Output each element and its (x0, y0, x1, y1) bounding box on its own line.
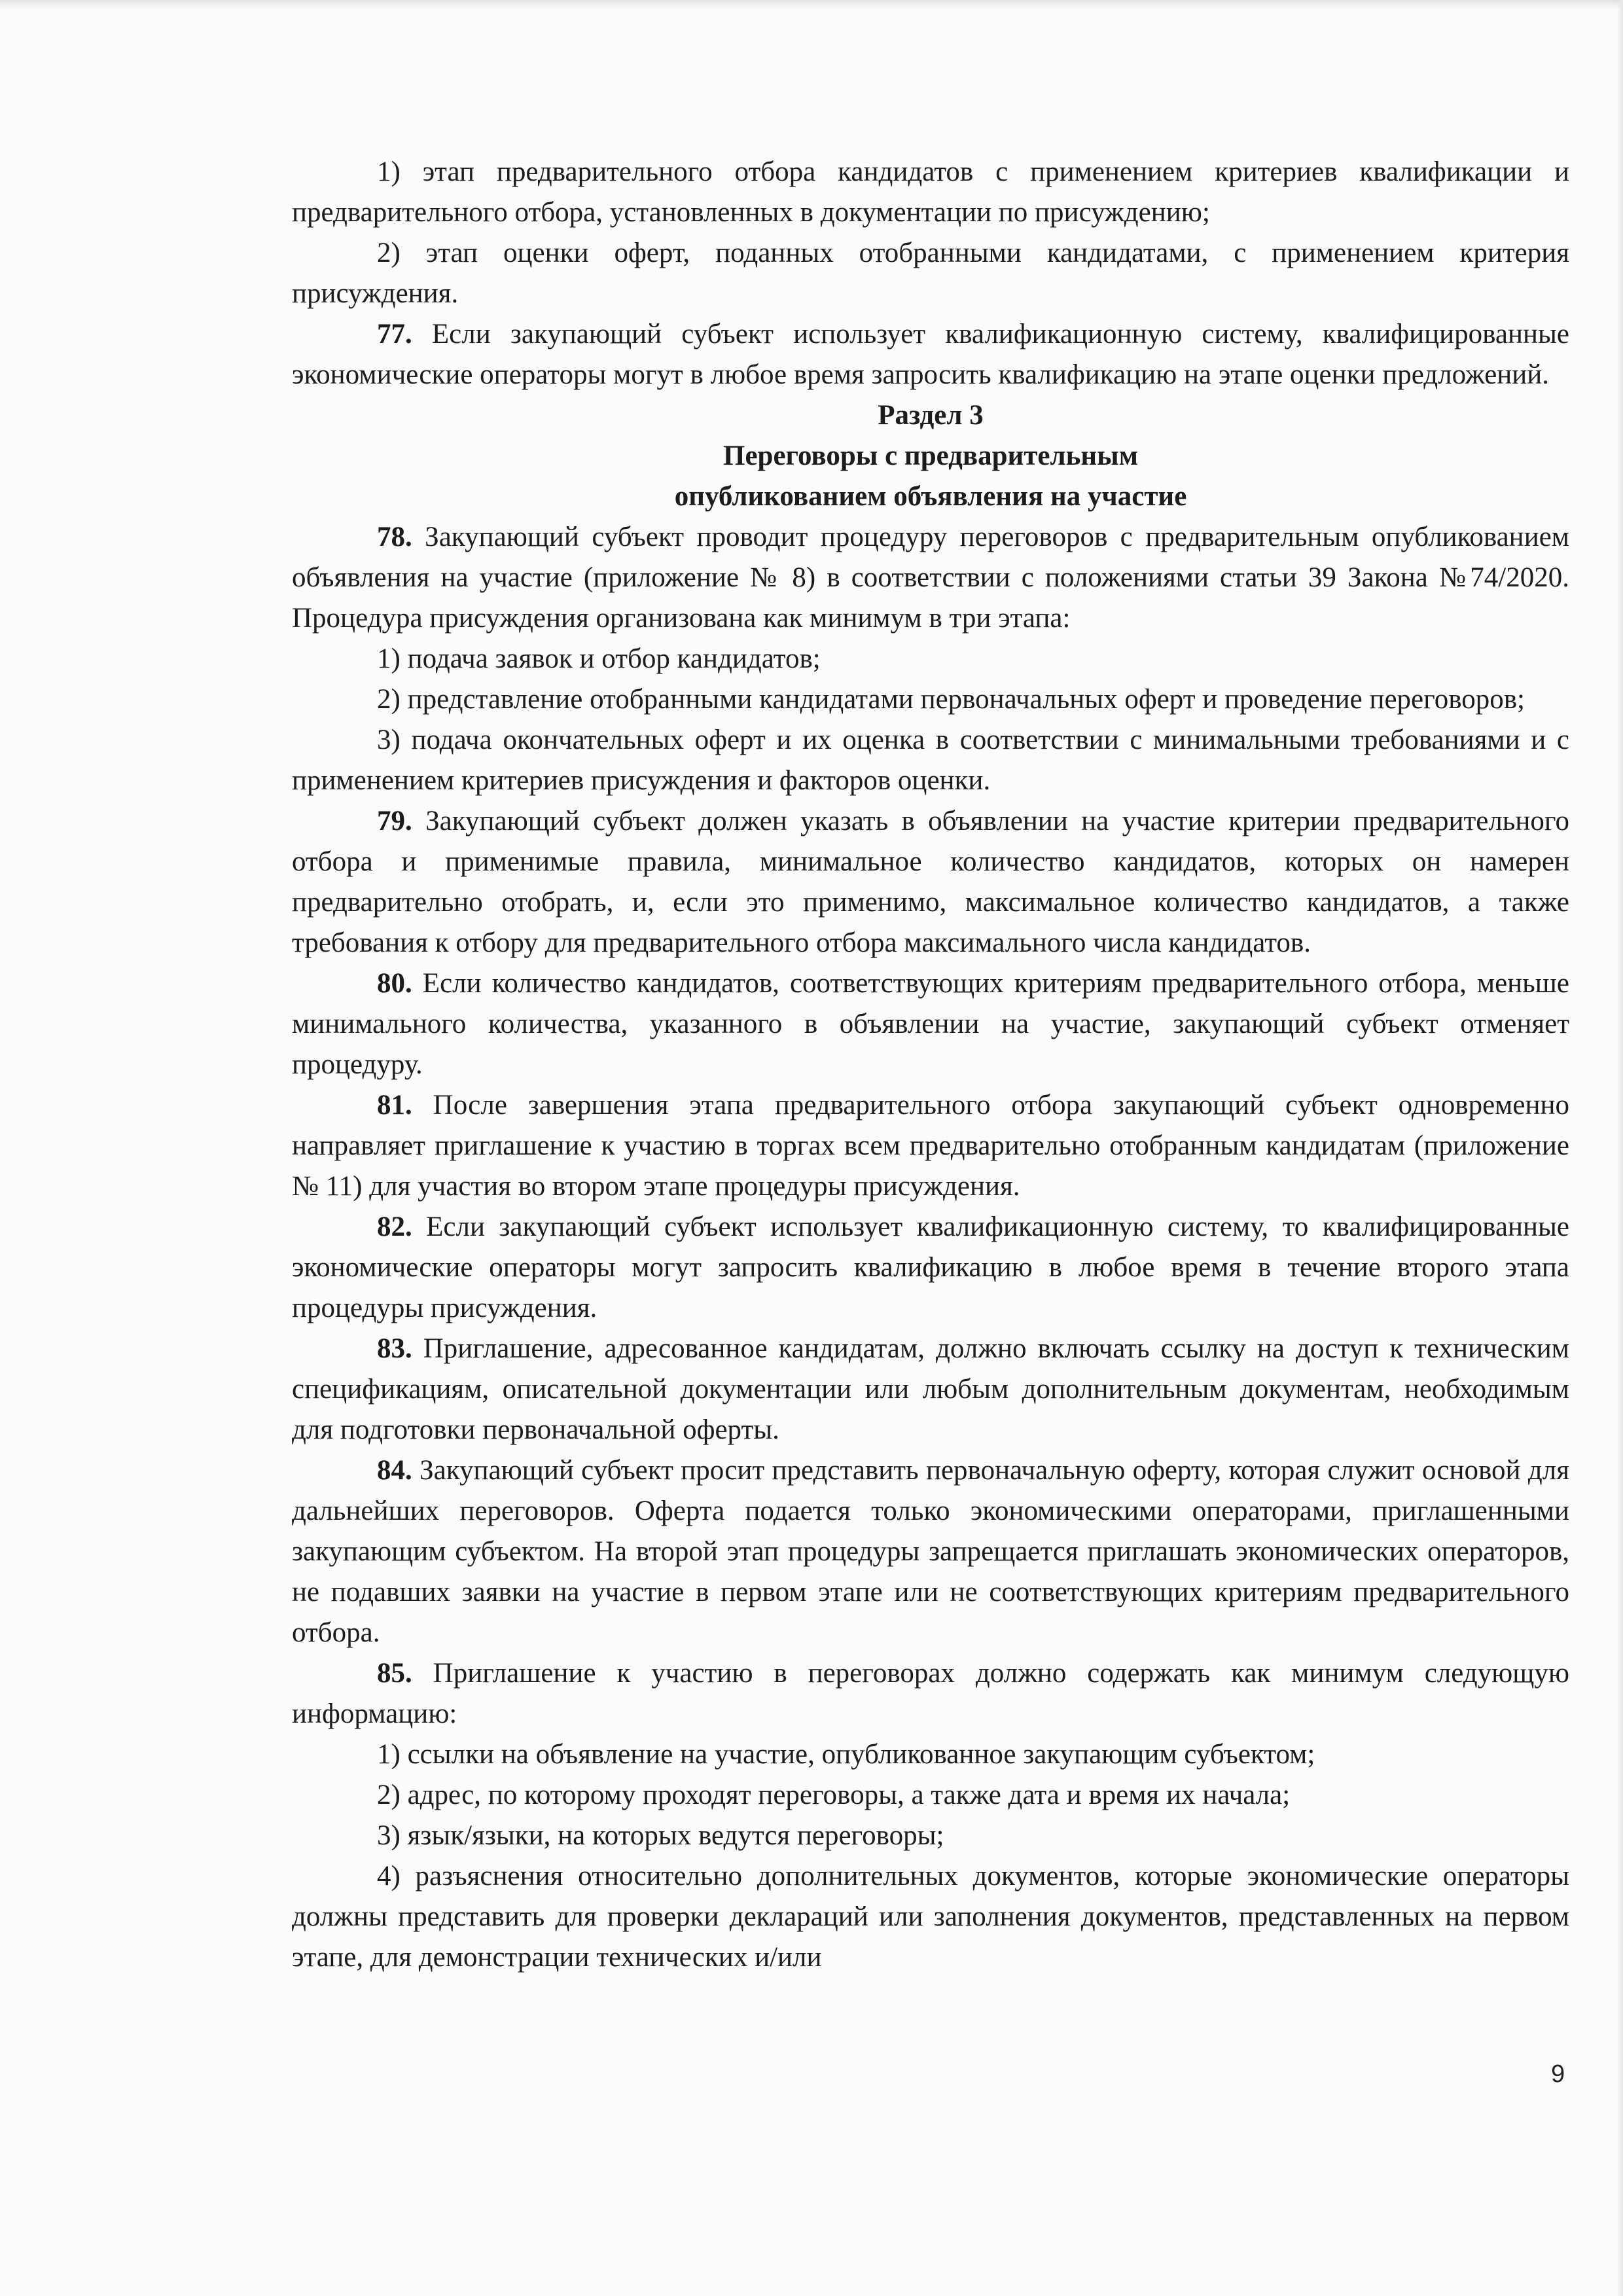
clause-85: 85. Приглашение к участию в переговорах должно содержать как минимум следующую информацию: (292, 1658, 1569, 1729)
list-item: 3) язык/языки, на которых ведутся переговоры; (377, 1820, 944, 1851)
list-item: 3) подача окончательных оферт и их оценка в соответствии с минимальными требованиями и с применением критериев присуждения и факторов оценки. (292, 725, 1569, 796)
clause-number: 82. (377, 1211, 412, 1242)
clause-84: 84. Закупающий субъект просит представить первоначальную оферту, которая служит основой для дальнейших переговоров. Оферта подается только экономическими операторами, приглашенными закупающим субъектом. На второй этап процедуры запрещается приглашать экономических операторов, не подавших заявки на участие в первом этапе или не соответствующих критериям предварительного отбора. (292, 1455, 1569, 1648)
clause-number: 81. (377, 1090, 412, 1121)
clause-number: 80. (377, 968, 412, 999)
clause-81: 81. После завершения этапа предварительного отбора закупающий субъект одновременно направляет приглашение к участию в торгах всем предварительно отобранным кандидатам (приложение № 11) для участия во втором этапе процедуры присуждения. (292, 1090, 1569, 1202)
clause-number: 85. (377, 1658, 412, 1689)
page-number: 9 (1551, 2060, 1565, 2088)
scan-edge-top (0, 0, 1623, 9)
document-body (292, 152, 1569, 1978)
clause-number: 77. (377, 319, 412, 350)
clause-82: 82. Если закупающий субъект использует квалификационную систему, то квалифицированные экономические операторы могут запросить квалификацию в любое время в течение второго этапа процедуры присуждения. (292, 1211, 1569, 1323)
clause-83: 83. Приглашение, адресованное кандидатам, должно включать ссылку на доступ к техническим спецификациям, описательной документации или любым дополнительным документам, необходимым для подготовки первоначальной оферты. (292, 1333, 1569, 1445)
list-item: 2) этап оценки оферт, поданных отобранными кандидатами, с применением критерия присуждения. (292, 238, 1569, 309)
section-title: Раздел 3 (878, 400, 984, 431)
list-item: 2) представление отобранными кандидатами первоначальных оферт и проведение переговоров; (377, 684, 1525, 715)
clause-number: 83. (377, 1333, 412, 1364)
section-subtitle-line-1: Переговоры с предварительным (723, 440, 1138, 471)
clause-number: 78. (377, 522, 412, 552)
list-item: 2) адрес, по которому проходят переговоры, а также дата и время их начала; (377, 1780, 1291, 1810)
clause-number: 84. (377, 1455, 412, 1486)
list-item: 1) этап предварительного отбора кандидатов с применением критериев квалификации и предварительного отбора, установленных в документации по присуждению; (292, 156, 1569, 228)
list-item: 1) ссылки на объявление на участие, опубликованное закупающим субъектом; (377, 1739, 1315, 1770)
list-item: 1) подача заявок и отбор кандидатов; (377, 643, 821, 674)
clause-77: 77. Если закупающий субъект использует квалификационную систему, квалифицированные экономические операторы могут в любое время запросить квалификацию на этапе оценки предложений. (292, 319, 1569, 390)
list-item: 4) разъяснения относительно дополнительных документов, которые экономические операторы должны представить для проверки деклараций или заполнения документов, представленных на первом этапе, для демонстрации технических и/или (292, 1861, 1569, 1973)
clause-80: 80. Если количество кандидатов, соответствующих критериям предварительного отбора, меньше минимального количества, указанного в объявлении на участие, закупающий субъект отменяет процедуру. (292, 968, 1569, 1080)
clause-number: 79. (377, 806, 412, 836)
clause-79: 79. Закупающий субъект должен указать в объявлении на участие критерии предварительного отбора и применимые правила, минимальное количество кандидатов, которых он намерен предварительно отобрать, и, если это применимо, максимальное количество кандидатов, а также требования к отбору для предварительного отбора максимального числа кандидатов. (292, 806, 1569, 958)
scan-edge-right (1616, 0, 1623, 2296)
section-subtitle-line-2: опубликованием объявления на участие (674, 481, 1187, 512)
clause-78: 78. Закупающий субъект проводит процедуру переговоров с предварительным опубликованием объявления на участие (приложение № 8) в соответствии с положениями статьи 39 Закона №74/2020. Процедура присуждения организована как минимум в три этапа: (292, 522, 1569, 634)
